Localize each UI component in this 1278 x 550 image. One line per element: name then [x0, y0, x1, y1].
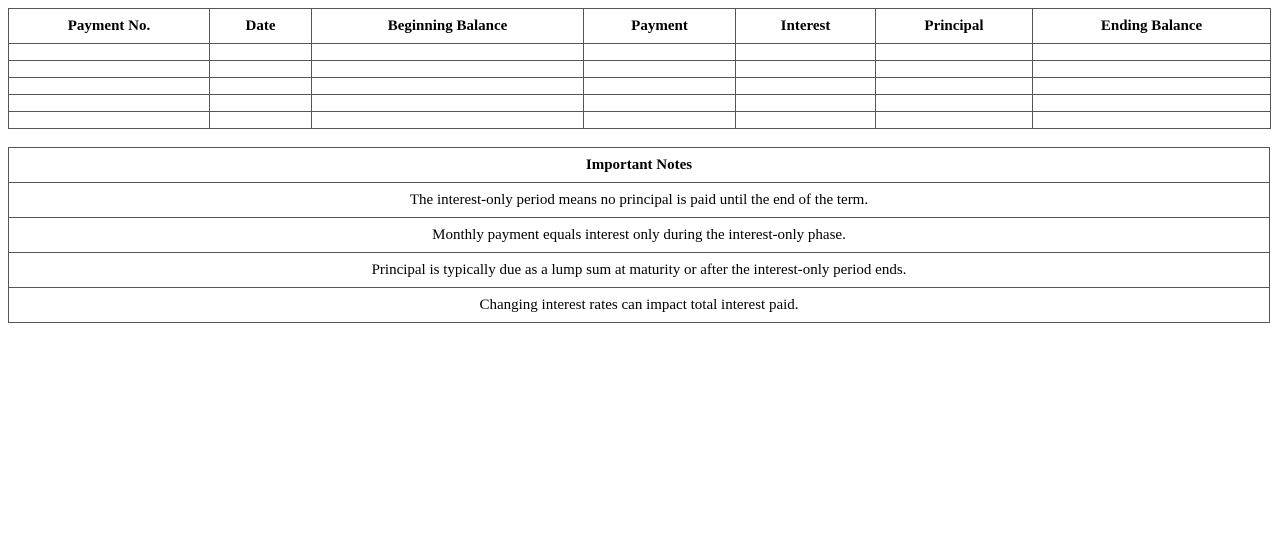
table-row — [9, 61, 1271, 78]
table-cell — [584, 112, 736, 129]
column-header-payment-no: Payment No. — [9, 9, 210, 44]
amortization-schedule-table — [8, 8, 1271, 129]
table-cell — [210, 78, 312, 95]
column-header-principal: Principal — [876, 9, 1033, 44]
table-cell — [312, 112, 584, 129]
table-header-row — [9, 9, 1271, 44]
table-cell — [9, 61, 210, 78]
table-cell — [9, 44, 210, 61]
table-cell — [210, 44, 312, 61]
column-header-interest: Interest — [736, 9, 876, 44]
table-cell — [1033, 78, 1271, 95]
table-row — [9, 112, 1271, 129]
note-row — [9, 183, 1270, 218]
table-cell — [9, 112, 210, 129]
table-cell — [1033, 95, 1271, 112]
table-cell — [1033, 112, 1271, 129]
table-cell — [736, 44, 876, 61]
note-text: Monthly payment equals interest only during the interest-only phase. — [9, 218, 1270, 253]
important-notes-table — [8, 147, 1270, 323]
table-cell — [736, 61, 876, 78]
table-cell — [876, 78, 1033, 95]
table-cell — [312, 61, 584, 78]
note-text: Principal is typically due as a lump sum at maturity or after the interest-only period ends. — [9, 253, 1270, 288]
notes-title: Important Notes — [9, 148, 1270, 183]
note-text: Changing interest rates can impact total interest paid. — [9, 288, 1270, 323]
table-row — [9, 78, 1271, 95]
notes-header-row — [9, 148, 1270, 183]
table-cell — [736, 112, 876, 129]
table-cell — [736, 95, 876, 112]
table-cell — [876, 44, 1033, 61]
column-header-payment: Payment — [584, 9, 736, 44]
table-cell — [312, 95, 584, 112]
table-cell — [876, 61, 1033, 78]
table-cell — [1033, 44, 1271, 61]
table-cell — [312, 44, 584, 61]
note-text: The interest-only period means no principal is paid until the end of the term. — [9, 183, 1270, 218]
table-cell — [9, 95, 210, 112]
table-cell — [736, 78, 876, 95]
table-cell — [584, 95, 736, 112]
table-cell — [9, 78, 210, 95]
notes-body — [9, 183, 1270, 323]
table-cell — [210, 61, 312, 78]
table-cell — [876, 95, 1033, 112]
table-cell — [876, 112, 1033, 129]
note-row — [9, 218, 1270, 253]
table-cell — [312, 78, 584, 95]
note-row — [9, 288, 1270, 323]
column-header-date: Date — [210, 9, 312, 44]
table-cell — [584, 78, 736, 95]
table-cell — [584, 61, 736, 78]
column-header-ending-balance: Ending Balance — [1033, 9, 1271, 44]
schedule-body — [9, 44, 1271, 129]
note-row — [9, 253, 1270, 288]
table-row — [9, 44, 1271, 61]
table-cell — [584, 44, 736, 61]
table-cell — [1033, 61, 1271, 78]
table-row — [9, 95, 1271, 112]
table-cell — [210, 95, 312, 112]
table-cell — [210, 112, 312, 129]
column-header-beginning-balance: Beginning Balance — [312, 9, 584, 44]
